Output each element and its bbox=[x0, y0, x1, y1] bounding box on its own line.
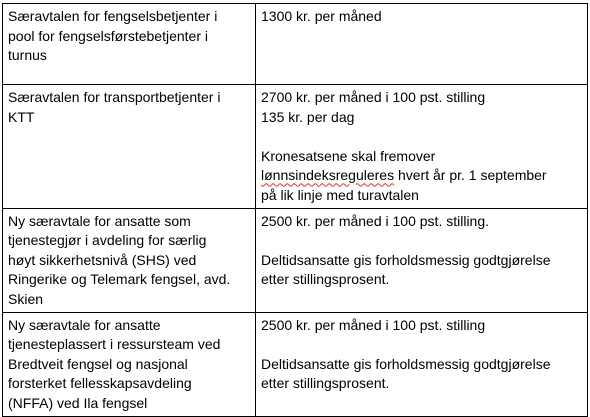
agreement-text: Skien bbox=[8, 290, 44, 307]
agreement-text: turnus bbox=[8, 47, 47, 64]
table-row bbox=[3, 312, 588, 416]
agreement-text: (NFFA) ved Ila fengsel bbox=[8, 394, 148, 411]
note-text: på lik linje med turavtalen bbox=[261, 186, 419, 203]
note-text: etter stillingsprosent. bbox=[261, 271, 390, 288]
agreement-text: høyt sikkerhetsnivå (SHS) ved bbox=[8, 251, 197, 268]
agreement-text: Bredtveit fengsel og nasjonal bbox=[8, 355, 188, 372]
agreement-text: tjenesteplassert i ressursteam ved bbox=[8, 336, 221, 353]
rate-text: 2700 kr. per måned i 100 pst. stilling bbox=[261, 89, 486, 105]
rate-text: 135 kr. per dag bbox=[261, 108, 355, 125]
rate-text: 1300 kr. per måned bbox=[261, 8, 382, 24]
agreement-text: tjenestegjør i avdeling for særlig bbox=[8, 232, 207, 249]
paragraph-gap bbox=[261, 127, 582, 147]
agreement-cell bbox=[3, 208, 256, 312]
note-text bbox=[261, 166, 582, 186]
agreement-text: Særavtalen for fengselsbetjenter i bbox=[8, 8, 218, 24]
rate-cell bbox=[256, 4, 588, 85]
agreement-cell bbox=[3, 4, 256, 85]
agreement-text: Ny særavtale for ansatte som bbox=[8, 212, 191, 229]
rate-text: 2500 kr. per måned i 100 pst. stilling bbox=[261, 316, 486, 333]
agreement-cell bbox=[3, 85, 256, 209]
table-row bbox=[3, 4, 588, 85]
note-text: Deltidsansatte gis forholdsmessig godtgjørelse bbox=[261, 355, 551, 372]
table-row bbox=[3, 85, 588, 209]
agreement-text: Ny særavtale for ansatte bbox=[8, 316, 161, 333]
rate-text: 2500 kr. per måned i 100 pst. stilling. bbox=[261, 212, 490, 229]
agreement-text: KTT bbox=[8, 108, 35, 125]
rate-cell bbox=[256, 85, 588, 209]
agreement-text: Ringerike og Telemark fengsel, avd. bbox=[8, 271, 231, 288]
agreement-text: pool for fengselsførstebetjenter i bbox=[8, 27, 208, 44]
rate-cell bbox=[256, 208, 588, 312]
note-text-rest: hvert år pr. 1 september bbox=[394, 167, 547, 184]
agreement-cell bbox=[3, 312, 256, 416]
note-text: Kronesatsene skal fremover bbox=[261, 147, 436, 164]
spellcheck-flagged-word: lønnsindeksreguleres bbox=[261, 167, 395, 184]
paragraph-gap bbox=[261, 335, 582, 355]
table-row bbox=[3, 208, 588, 312]
rate-cell bbox=[256, 312, 588, 416]
allowance-table bbox=[2, 3, 588, 417]
note-text: Deltidsansatte gis forholdsmessig godtgjørelse bbox=[261, 251, 551, 268]
note-text: etter stillingsprosent. bbox=[261, 375, 390, 392]
agreement-text: forsterket fellesskapsavdeling bbox=[8, 375, 192, 392]
agreement-text: Særavtalen for transportbetjenter i bbox=[8, 89, 221, 105]
paragraph-gap bbox=[261, 231, 582, 251]
